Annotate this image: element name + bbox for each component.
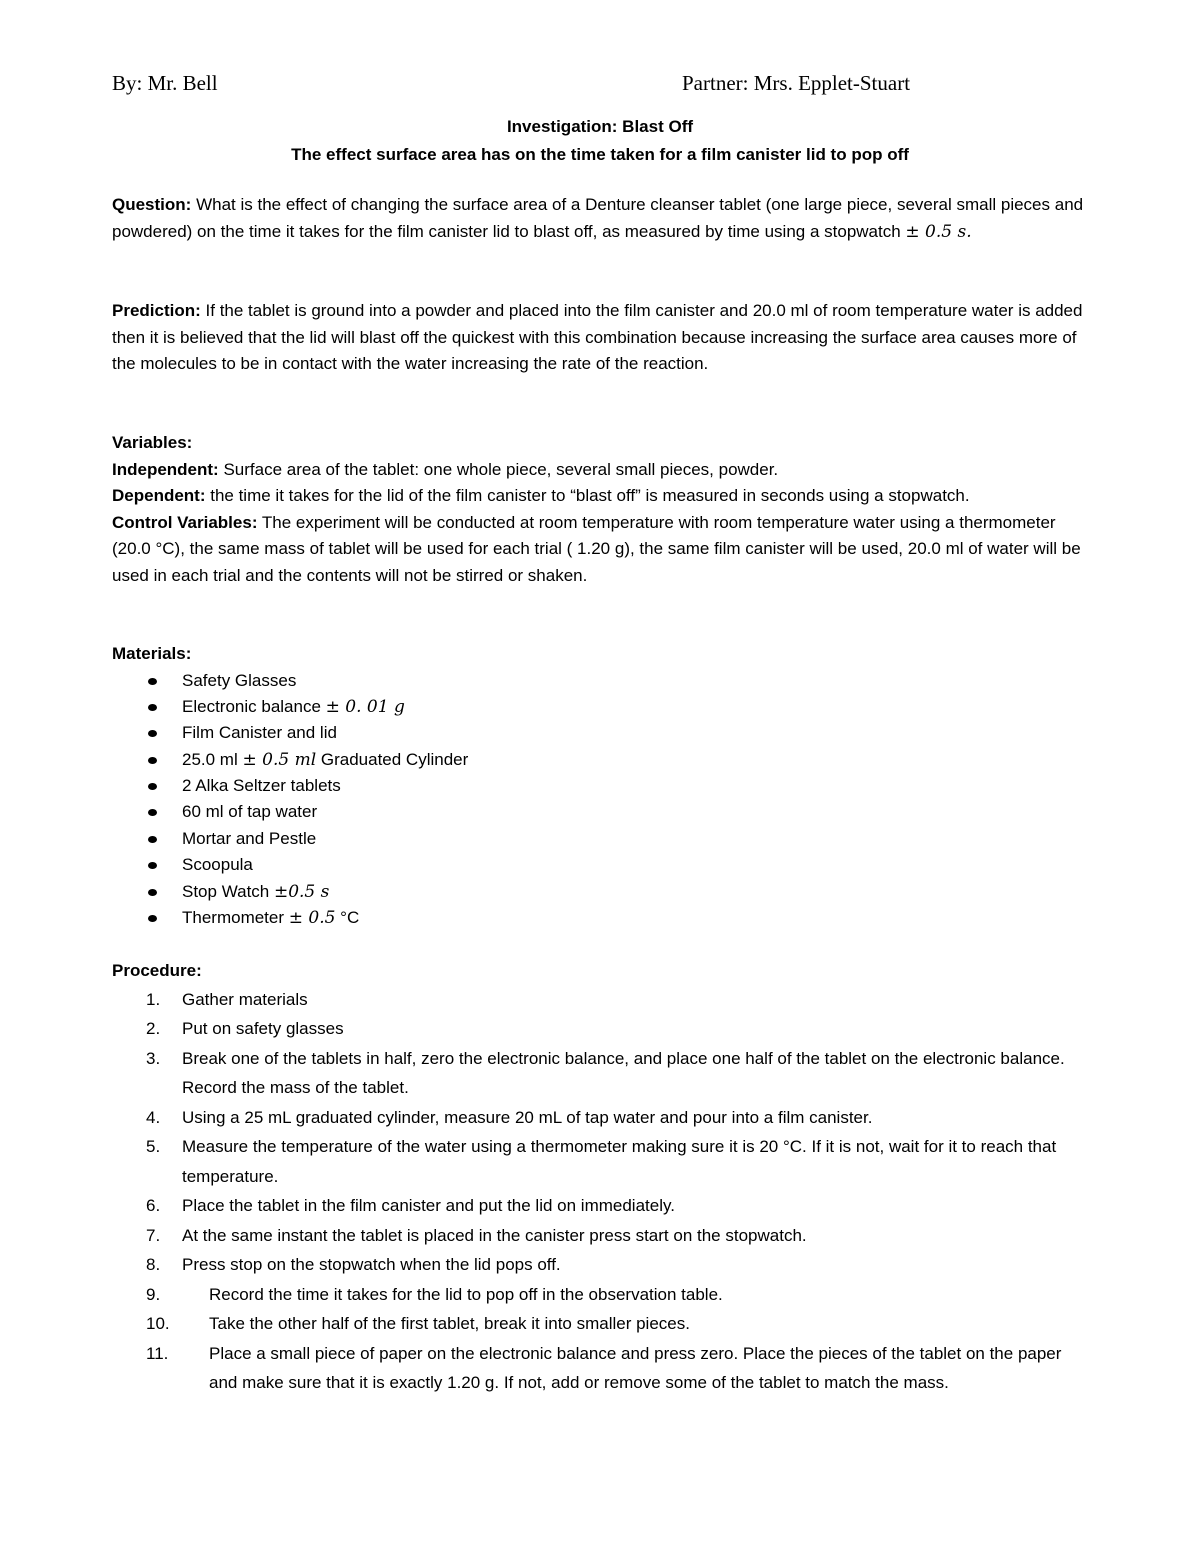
prediction-section [112, 298, 1092, 378]
investigation-subtitle: The effect surface area has on the time taken for a film canister lid to pop off [291, 145, 909, 164]
dependent-label: Dependent: [112, 486, 206, 505]
material-text: 60 ml of tap water [182, 802, 318, 822]
procedure-section [112, 958, 1092, 1398]
byline [112, 70, 1092, 102]
list-item [112, 879, 1092, 905]
list-item [112, 852, 1092, 878]
procedure-heading: Procedure: [112, 961, 202, 980]
bullet-icon [148, 757, 157, 764]
step-number: 3. [146, 1048, 161, 1068]
material-text: Mortar and Pestle [182, 828, 317, 848]
material-text: 25.0 ml [182, 749, 243, 769]
step-text: Measure the temperature of the water using a thermometer making sure it is 20 °C. If it is not, wait for it to reach that temperature. [182, 1137, 1057, 1186]
step-text: Place the tablet in the film canister and put the lid on immediately. [182, 1196, 675, 1215]
material-uncertainty: ±0.5 s [273, 881, 330, 902]
list-item [112, 1309, 1092, 1339]
materials-section [112, 641, 1092, 931]
step-number: 9. [146, 1284, 161, 1304]
material-text: Scoopula [182, 855, 253, 875]
bullet-icon [148, 862, 157, 869]
bullet-icon [148, 889, 157, 896]
step-number: 8. [146, 1255, 161, 1274]
list-item [112, 694, 1092, 720]
prediction-label: Prediction: [112, 301, 201, 320]
step-number: 6. [146, 1196, 161, 1215]
step-number: 1. [146, 989, 161, 1009]
independent-text: Surface area of the tablet: one whole piece, several small pieces, powder. [218, 459, 779, 479]
control-variables [112, 510, 1092, 590]
materials-list [112, 668, 1092, 932]
list-item [112, 1014, 1092, 1044]
list-item [112, 826, 1092, 852]
step-number: 7. [146, 1225, 161, 1245]
question-text: What is the effect of changing the surface area of a Denture cleanser tablet (one large piece, several small pieces and powdered) on the time it takes for the film canister lid to blast off, as measured by time using a stopwatch [112, 195, 1084, 241]
partner-name: Partner: Mrs. Epplet-Stuart [682, 71, 911, 95]
material-uncertainty: ± 0.5 [288, 908, 336, 929]
list-item [112, 1191, 1092, 1221]
list-item [112, 720, 1092, 746]
bullet-icon [148, 730, 157, 737]
bullet-icon [148, 915, 157, 922]
list-item [112, 1280, 1092, 1310]
dependent-variable [112, 483, 1092, 510]
prediction-text: If the tablet is ground into a powder and placed into the film canister and 20.0 ml of room temperature water is added then it is believed that the lid will blast off the quickest with this combination because increasing the surface area causes more of the molecules to be in contact with the water increasing the rate of the reaction. [112, 301, 1083, 373]
step-number: 2. [146, 1019, 161, 1038]
material-text-after: °C [335, 908, 360, 928]
step-text: Record the time it takes for the lid to pop off in the observation table. [209, 1284, 723, 1304]
dependent-text: the time it takes for the lid of the film canister to “blast off” is measured in seconds using a stopwatch. [205, 486, 970, 505]
procedure-list [112, 985, 1092, 1398]
material-uncertainty: ± 0.5 ml [242, 749, 317, 770]
variables-section [112, 430, 1092, 589]
material-uncertainty: ± 0. 01 g [325, 696, 405, 717]
step-text: Take the other half of the first tablet, break it into smaller pieces. [209, 1314, 690, 1333]
materials-heading: Materials: [112, 644, 192, 663]
investigation-title: Investigation: Blast Off [506, 117, 694, 136]
list-item [112, 1103, 1092, 1133]
question-section [112, 192, 1092, 245]
list-item [112, 1221, 1092, 1251]
list-item [112, 1132, 1092, 1191]
material-text: 2 Alka Seltzer tablets [182, 776, 341, 796]
bullet-icon [148, 836, 157, 843]
material-text: Thermometer [182, 908, 289, 928]
list-item [112, 1044, 1092, 1103]
step-number: 5. [146, 1137, 161, 1156]
step-text: Press stop on the stopwatch when the lid pops off. [182, 1255, 561, 1274]
list-item [112, 799, 1092, 825]
material-text: Stop Watch [182, 881, 274, 901]
list-item [112, 773, 1092, 799]
list-item [112, 1250, 1092, 1280]
material-text-after: Graduated Cylinder [316, 749, 469, 769]
independent-label: Independent: [112, 459, 219, 479]
bullet-icon [148, 783, 157, 790]
variables-heading: Variables: [112, 433, 193, 452]
step-number: 4. [146, 1107, 161, 1127]
step-number: 11. [146, 1343, 169, 1363]
independent-variable [112, 457, 1092, 484]
list-item [112, 1339, 1092, 1398]
question-label: Question: [112, 195, 192, 214]
control-text: The experiment will be conducted at room temperature with room temperature water using a thermometer (20.0 °C), the same mass of tablet will be used for each trial ( 1.20 g), the same film canister will be used, 20.0 ml of water will be used in each trial and the contents will not be stirred or shaken. [112, 512, 1081, 585]
list-item [112, 747, 1092, 773]
step-text: At the same instant the tablet is placed in the canister press start on the stopwatch. [182, 1225, 807, 1245]
material-text: Electronic balance [182, 696, 326, 716]
list-item [112, 985, 1092, 1015]
bullet-icon [148, 809, 157, 816]
bullet-icon [148, 704, 157, 711]
step-text: Place a small piece of paper on the electronic balance and press zero. Place the pieces of the tablet on the paper and make sure that it is exactly 1.20 g. If not, add or remove some of the tablet to match the mass. [209, 1343, 1062, 1392]
step-text: Using a 25 mL graduated cylinder, measure 20 mL of tap water and pour into a film canister. [182, 1107, 873, 1127]
list-item [112, 905, 1092, 931]
author-name: By: Mr. Bell [112, 71, 218, 95]
material-text: Film Canister and lid [182, 723, 337, 743]
step-text: Put on safety glasses [182, 1019, 344, 1038]
step-number: 10. [146, 1314, 170, 1333]
title-block [0, 113, 1200, 169]
step-text: Break one of the tablets in half, zero the electronic balance, and place one half of the tablet on the electronic balance. Record the mass of the tablet. [182, 1048, 1065, 1097]
list-item [112, 668, 1092, 694]
control-label: Control Variables: [112, 512, 258, 532]
step-text: Gather materials [182, 989, 308, 1009]
bullet-icon [148, 678, 157, 685]
question-uncertainty: ± 0.5 s. [905, 221, 972, 242]
material-text: Safety Glasses [182, 670, 297, 690]
